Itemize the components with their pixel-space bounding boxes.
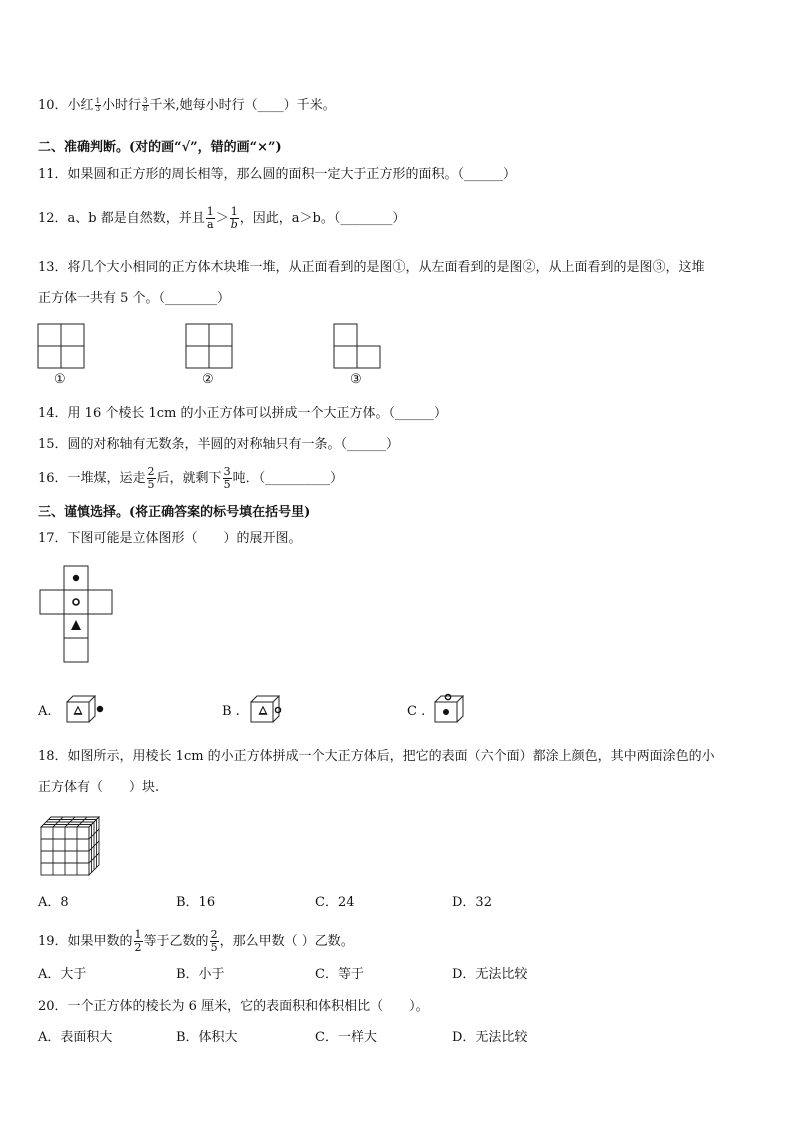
q18-option-b[interactable]: B．16 [176, 895, 216, 910]
section-3-heading: 三、谨慎选择。(将正确答案的标号填在括号里) [38, 505, 311, 520]
question-13-line2: 正方体一共有 5 个。（________） [38, 291, 231, 306]
q20-option-c[interactable]: C．一样大 [315, 1030, 377, 1045]
triangle-icon [71, 620, 81, 630]
text-segment: 16．一堆煤，运走 [38, 471, 146, 486]
fraction [210, 929, 219, 954]
question-13-line1: 13．将几个大小相同的正方体木块堆一堆，从正面看到的是图①，从左面看到的是图②，从上面看到的是图③，这堆 [38, 260, 705, 275]
option-c-label[interactable]: C . [407, 704, 426, 719]
denominator: 5 [210, 941, 218, 954]
question-16 [38, 466, 343, 491]
option-c-cube[interactable] [432, 692, 472, 726]
denominator: 5 [223, 478, 231, 491]
numerator: 1 [134, 928, 142, 941]
q18-option-a[interactable]: A．8 [38, 895, 69, 910]
ring-icon [73, 599, 79, 605]
text-segment: ，因此，a＞b。（________） [239, 211, 406, 226]
dot-icon [73, 575, 79, 581]
q18-option-d[interactable]: D．32 [452, 895, 492, 910]
q19-option-b[interactable]: B．小于 [176, 967, 225, 982]
denominator: 8 [143, 105, 148, 113]
fraction [95, 98, 101, 113]
q19-option-c[interactable]: C．等于 [315, 967, 364, 982]
text-segment: 等于乙数的 [143, 934, 209, 949]
left-view-diagram [186, 324, 232, 368]
text-segment: ，那么甲数（ ）乙数。 [219, 934, 354, 949]
question-10 [38, 97, 336, 115]
numerator: 2 [210, 928, 218, 941]
question-17: 17．下图可能是立体图形（ ）的展开图。 [38, 531, 302, 546]
top-view-diagram [334, 324, 380, 368]
option-b-cube[interactable] [248, 694, 288, 724]
question-19 [38, 929, 354, 954]
question-12 [38, 206, 405, 231]
text-segment: 小时行 [102, 98, 142, 113]
text-segment: 后，就剩下 [156, 471, 222, 486]
fraction [223, 466, 232, 491]
text-segment: 小红 [67, 98, 94, 113]
denominator: b [230, 218, 238, 231]
text-segment: 吨．（__________） [232, 471, 344, 486]
big-cube-diagram [38, 814, 118, 884]
question-14: 14．用 16 个棱长 1cm 的小正方体可以拼成一个大正方体。（______） [38, 406, 447, 421]
section-2-heading: 二、准确判断。(对的画“√”，错的画“×”) [38, 140, 282, 155]
q19-option-a[interactable]: A．大于 [38, 967, 87, 982]
q20-option-d[interactable]: D．无法比较 [452, 1030, 528, 1045]
view-diagrams [0, 320, 794, 390]
question-11: 11．如果圆和正方形的周长相等，那么圆的面积一定大于正方形的面积。（______） [38, 167, 517, 182]
answer-blank[interactable]: ____ [257, 98, 284, 113]
numerator: 3 [143, 97, 148, 105]
q19-option-d[interactable]: D．无法比较 [452, 967, 528, 982]
option-b-label[interactable]: B . [222, 704, 240, 719]
numerator: 2 [147, 465, 155, 478]
numerator: 1 [206, 205, 214, 218]
numerator: 3 [223, 465, 231, 478]
numerator: 1 [230, 205, 238, 218]
q20-option-a[interactable]: A．表面积大 [38, 1030, 113, 1045]
question-20: 20．一个正方体的棱长为 6 厘米，它的表面积和体积相比（ ）。 [38, 999, 429, 1014]
question-15: 15．圆的对称轴有无数条，半圆的对称轴只有一条。（______） [38, 437, 400, 452]
denominator: 2 [134, 941, 142, 954]
text-segment: 19．如果甲数的 [38, 934, 133, 949]
fraction [134, 929, 143, 954]
denominator: a [206, 218, 214, 231]
fraction [206, 206, 215, 231]
cube-net-diagram [30, 562, 150, 672]
denominator: 5 [147, 478, 155, 491]
denominator: 3 [95, 105, 101, 113]
numerator: 1 [95, 97, 101, 105]
fraction [230, 206, 239, 231]
figure-label-2: ② [202, 372, 214, 387]
question-18-line2: 正方体有（ ）块. [38, 780, 160, 795]
option-a-cube[interactable] [64, 694, 104, 724]
text-segment: 千米,她每小时行（ [149, 98, 258, 113]
fraction [147, 466, 156, 491]
figure-label-1: ① [54, 372, 66, 387]
text-segment: ）千米。 [283, 98, 336, 113]
figure-label-3: ③ [350, 372, 362, 387]
greater-than-sign: ＞ [215, 211, 229, 226]
q20-option-b[interactable]: B．体积大 [176, 1030, 238, 1045]
question-18-line1: 18．如图所示，用棱长 1cm 的小正方体拼成一个大正方体后，把它的表面（六个面）都涂上颜色，其中两面涂色的小 [38, 749, 715, 764]
q18-option-c[interactable]: C．24 [315, 895, 355, 910]
question-number: 10． [38, 98, 68, 113]
fraction [142, 98, 148, 113]
front-view-diagram [38, 324, 84, 368]
text-segment: 12．a、b 都是自然数，并且 [38, 211, 205, 226]
option-a-label[interactable]: A. [38, 704, 52, 719]
